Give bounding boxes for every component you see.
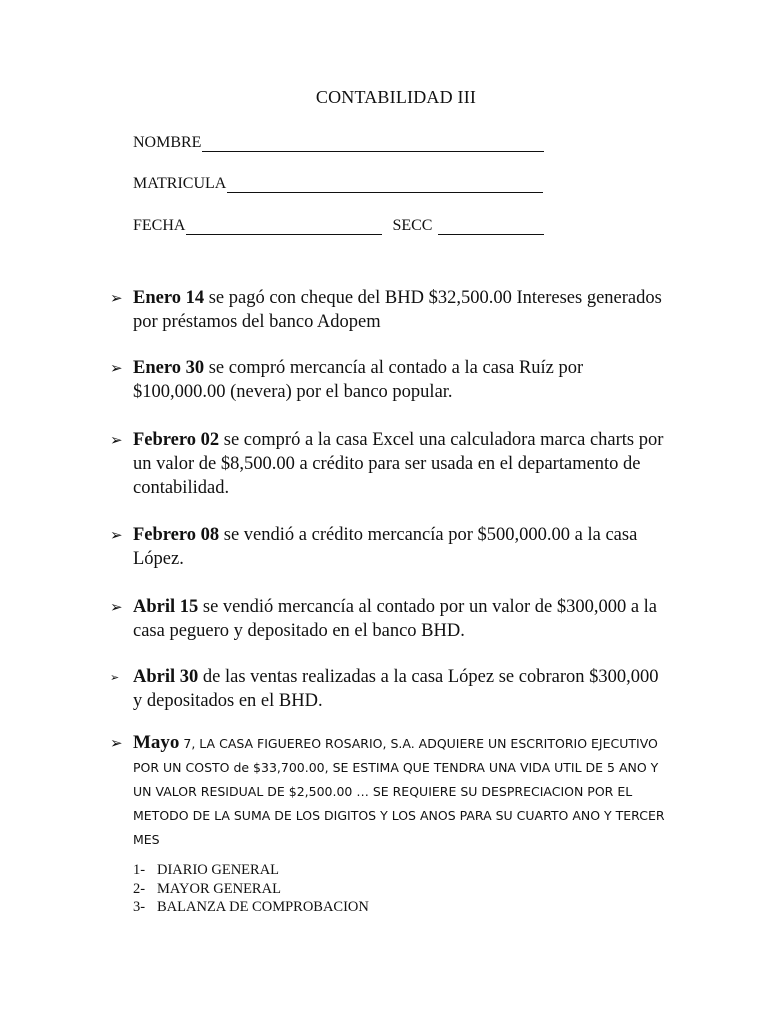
transaction-text: se vendió mercancía al contado por un valor de $300,000 a la casa peguero y depositado en el banco BHD. bbox=[133, 597, 658, 641]
list-item bbox=[133, 898, 369, 917]
fecha-secc-field bbox=[133, 217, 544, 235]
matricula-field bbox=[133, 175, 543, 193]
nombre-blank-line bbox=[202, 137, 544, 152]
arrow-bullet-icon: ➢ bbox=[110, 671, 120, 684]
list-item bbox=[133, 861, 369, 880]
list-number: 3- bbox=[133, 899, 146, 915]
requirements-list bbox=[133, 861, 369, 917]
transaction-text: se vendió a crédito mercancía por $500,000.00 a la casa López. bbox=[133, 525, 638, 569]
transaction-item bbox=[110, 665, 670, 713]
list-label: DIARIO GENERAL bbox=[157, 862, 280, 878]
transaction-item bbox=[110, 428, 670, 500]
transaction-text: 7, LA CASA FIGUEREO ROSARIO, S.A. ADQUIERE UN ESCRITORIO EJECUTIVO POR UN COSTO de $33,700.00, SE ESTIMA QUE TENDRA UNA VIDA UTIL DE 5 ANO Y UN VALOR RESIDUAL DE $2,500.00 … SE REQUIERE SU DESPRECIACION POR EL METODO DE LA SUMA DE LOS DIGITOS Y LOS ANOS PARA SU CUARTO ANO Y TERCER MES bbox=[133, 736, 665, 847]
transaction-item bbox=[110, 595, 670, 643]
arrow-bullet-icon: ➢ bbox=[110, 359, 123, 377]
transaction-date: Abril 15 bbox=[133, 597, 199, 617]
matricula-label: MATRICULA bbox=[133, 175, 227, 192]
arrow-bullet-icon: ➢ bbox=[110, 289, 123, 307]
arrow-bullet-icon: ➢ bbox=[110, 598, 123, 616]
transaction-item bbox=[110, 356, 670, 404]
nombre-label: NOMBRE bbox=[133, 134, 202, 151]
transaction-date: Enero 30 bbox=[133, 358, 205, 378]
transaction-date: Enero 14 bbox=[133, 288, 205, 308]
matricula-blank-line bbox=[227, 178, 543, 193]
list-number: 1- bbox=[133, 862, 146, 878]
transaction-text: se compró a la casa Excel una calculadora marca charts por un valor de $8,500.00 a crédito para ser usada en el departamento de contabilidad. bbox=[133, 430, 664, 498]
list-label: MAYOR GENERAL bbox=[157, 880, 281, 897]
transaction-item bbox=[110, 731, 670, 851]
list-item bbox=[133, 880, 369, 899]
list-number: 2- bbox=[133, 880, 146, 897]
transaction-date: Febrero 02 bbox=[133, 430, 220, 450]
transaction-item bbox=[110, 286, 670, 334]
arrow-bullet-icon: ➢ bbox=[110, 734, 123, 752]
transaction-date: Abril 30 bbox=[133, 667, 199, 687]
transaction-text: de las ventas realizadas a la casa López se cobraron $300,000 y depositados en el BHD. bbox=[133, 667, 659, 711]
secc-blank-line bbox=[438, 220, 544, 235]
list-label: BALANZA DE COMPROBACION bbox=[157, 899, 369, 915]
transaction-item bbox=[110, 523, 670, 571]
transaction-text: se compró mercancía al contado a la casa Ruíz por $100,000.00 (nevera) por el banco popular. bbox=[133, 358, 584, 402]
secc-label: SECC bbox=[392, 217, 433, 234]
arrow-bullet-icon: ➢ bbox=[110, 526, 123, 544]
fecha-blank-line bbox=[186, 220, 382, 235]
transaction-date: Mayo bbox=[133, 732, 180, 753]
fecha-label: FECHA bbox=[133, 217, 186, 234]
transaction-text: se pagó con cheque del BHD $32,500.00 Intereses generados por préstamos del banco Adopem bbox=[133, 288, 662, 332]
nombre-field bbox=[133, 134, 544, 152]
arrow-bullet-icon: ➢ bbox=[110, 431, 123, 449]
document-title: CONTABILIDAD III bbox=[315, 87, 477, 107]
transaction-date: Febrero 08 bbox=[133, 525, 220, 545]
